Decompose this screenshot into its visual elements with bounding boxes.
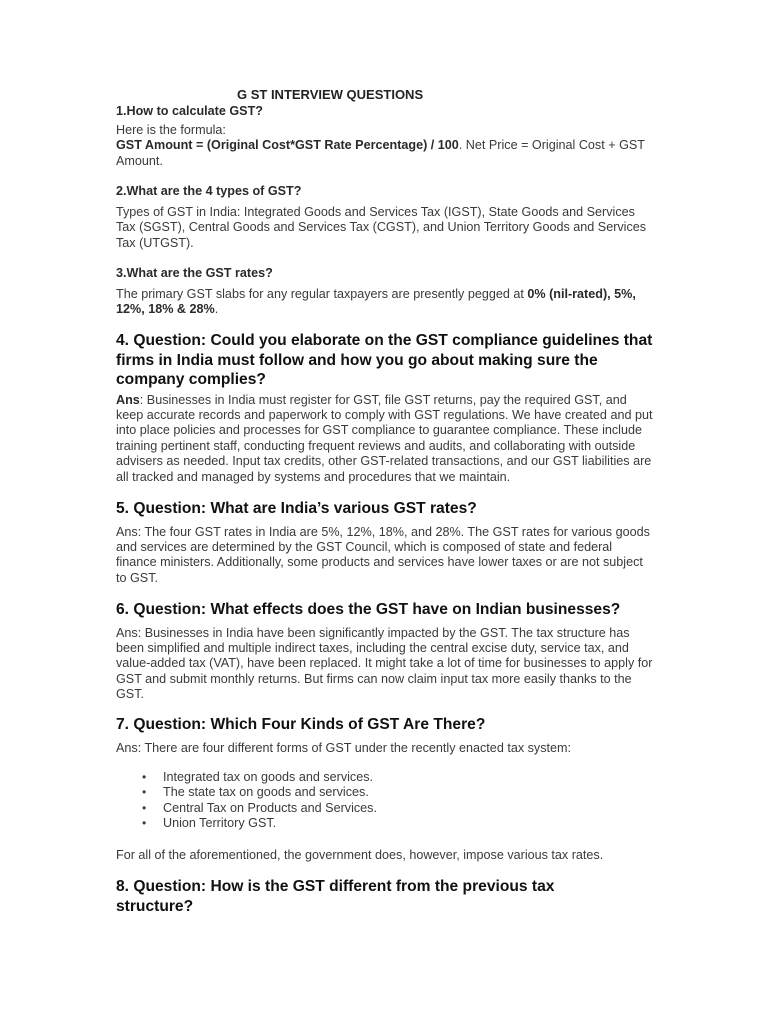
q3-answer-lead: The primary GST slabs for any regular taxpayers are presently pegged at: [116, 287, 528, 301]
q3-question: 3.What are the GST rates?: [116, 266, 273, 280]
q1-formula-paragraph: [116, 138, 656, 169]
q5-answer: Ans: The four GST rates in India are 5%, 12%, 18%, and 28%. The GST rates for various goods and services are determined by the GST Council, which is composed of state and federal finance ministers. Additionally, some products and services have lower taxes or are not subject to GST.: [116, 524, 650, 585]
q3-answer-tail: .: [214, 302, 219, 317]
q1-formula-rest: . Net Price = Original Cost + GST Amount.: [116, 138, 645, 168]
q4-ans-label: Ans: [116, 392, 140, 407]
list-item: [116, 801, 656, 816]
q2-answer: Types of GST in India: Integrated Goods and Services Tax (IGST), State Goods and Services Tax (SGST), Central Goods and Services Tax (CGST), and Union Territory Goods and Services Tax (UTGST).: [116, 205, 647, 250]
q3-answer: [116, 287, 656, 318]
q4-question: 4. Question: Could you elaborate on the GST compliance guidelines that firms in India must follow and how you go about making sure the company complies?: [116, 332, 653, 388]
q2-question: 2.What are the 4 types of GST?: [116, 184, 302, 198]
q3-answer-rates: 0% (nil-rated), 5%, 12%, 18% & 28%: [116, 287, 636, 317]
q4-answer-text: : Businesses in India must register for GST, file GST returns, pay the required GST, and keep accurate records and paperwork to comply with GST regulations. We have created and put into place policies and processes for GST compliance to guarantee compliance. These include training pertinent staff, conducting frequent reviews and audits, and collaborating with outside advisers as needed. Input tax credits, other GST-related transactions, and our GST liabilities are all tracked and managed by systems and procedures that we maintain.: [116, 392, 653, 484]
bullet-icon: •: [142, 769, 147, 784]
bullet-icon: •: [142, 785, 147, 800]
list-item-text: Integrated tax on goods and services.: [163, 769, 374, 784]
q6-section: [116, 600, 656, 703]
bullet-icon: •: [142, 800, 147, 815]
q5-question: 5. Question: What are India’s various GST rates?: [116, 500, 477, 517]
q7-section: [116, 715, 656, 863]
q1-question: 1.How to calculate GST?: [116, 104, 263, 118]
document-title: G ST INTERVIEW QUESTIONS: [237, 87, 424, 102]
list-item: [116, 816, 656, 831]
bullet-icon: •: [142, 816, 147, 831]
list-item-text: Central Tax on Products and Services.: [163, 800, 377, 815]
q5-section: [116, 499, 656, 586]
list-item-text: The state tax on goods and services.: [163, 785, 369, 800]
q1-section: [116, 103, 656, 169]
q8-question: 8. Question: How is the GST different from the previous tax structure?: [116, 878, 555, 915]
list-item-text: Union Territory GST.: [163, 816, 277, 831]
q1-intro: Here is the formula:: [116, 123, 226, 137]
q7-closing: For all of the aforementioned, the government does, however, impose various tax rates.: [116, 847, 604, 862]
q7-question: 7. Question: Which Four Kinds of GST Are There?: [116, 716, 486, 733]
q6-answer: Ans: Businesses in India have been significantly impacted by the GST. The tax structure has been simplified and multiple indirect taxes, including the central excise duty, service tax, and value-added tax (VAT), have been replaced. It might take a lot of time for businesses to apply for GST and submit monthly returns. But firms can now claim input tax more easily thanks to the GST.: [116, 625, 653, 702]
q4-answer: [116, 393, 656, 485]
q2-section: [116, 183, 656, 251]
list-item: [116, 770, 656, 785]
q6-question: 6. Question: What effects does the GST have on Indian businesses?: [116, 601, 621, 618]
gst-types-list: [116, 770, 656, 832]
q3-section: [116, 265, 656, 318]
q4-section: [116, 331, 656, 485]
q8-section: [116, 877, 656, 916]
list-item: [116, 785, 656, 800]
q7-answer: Ans: There are four different forms of GST under the recently enacted tax system:: [116, 740, 571, 755]
q1-formula: GST Amount = (Original Cost*GST Rate Percentage) / 100: [116, 138, 459, 153]
